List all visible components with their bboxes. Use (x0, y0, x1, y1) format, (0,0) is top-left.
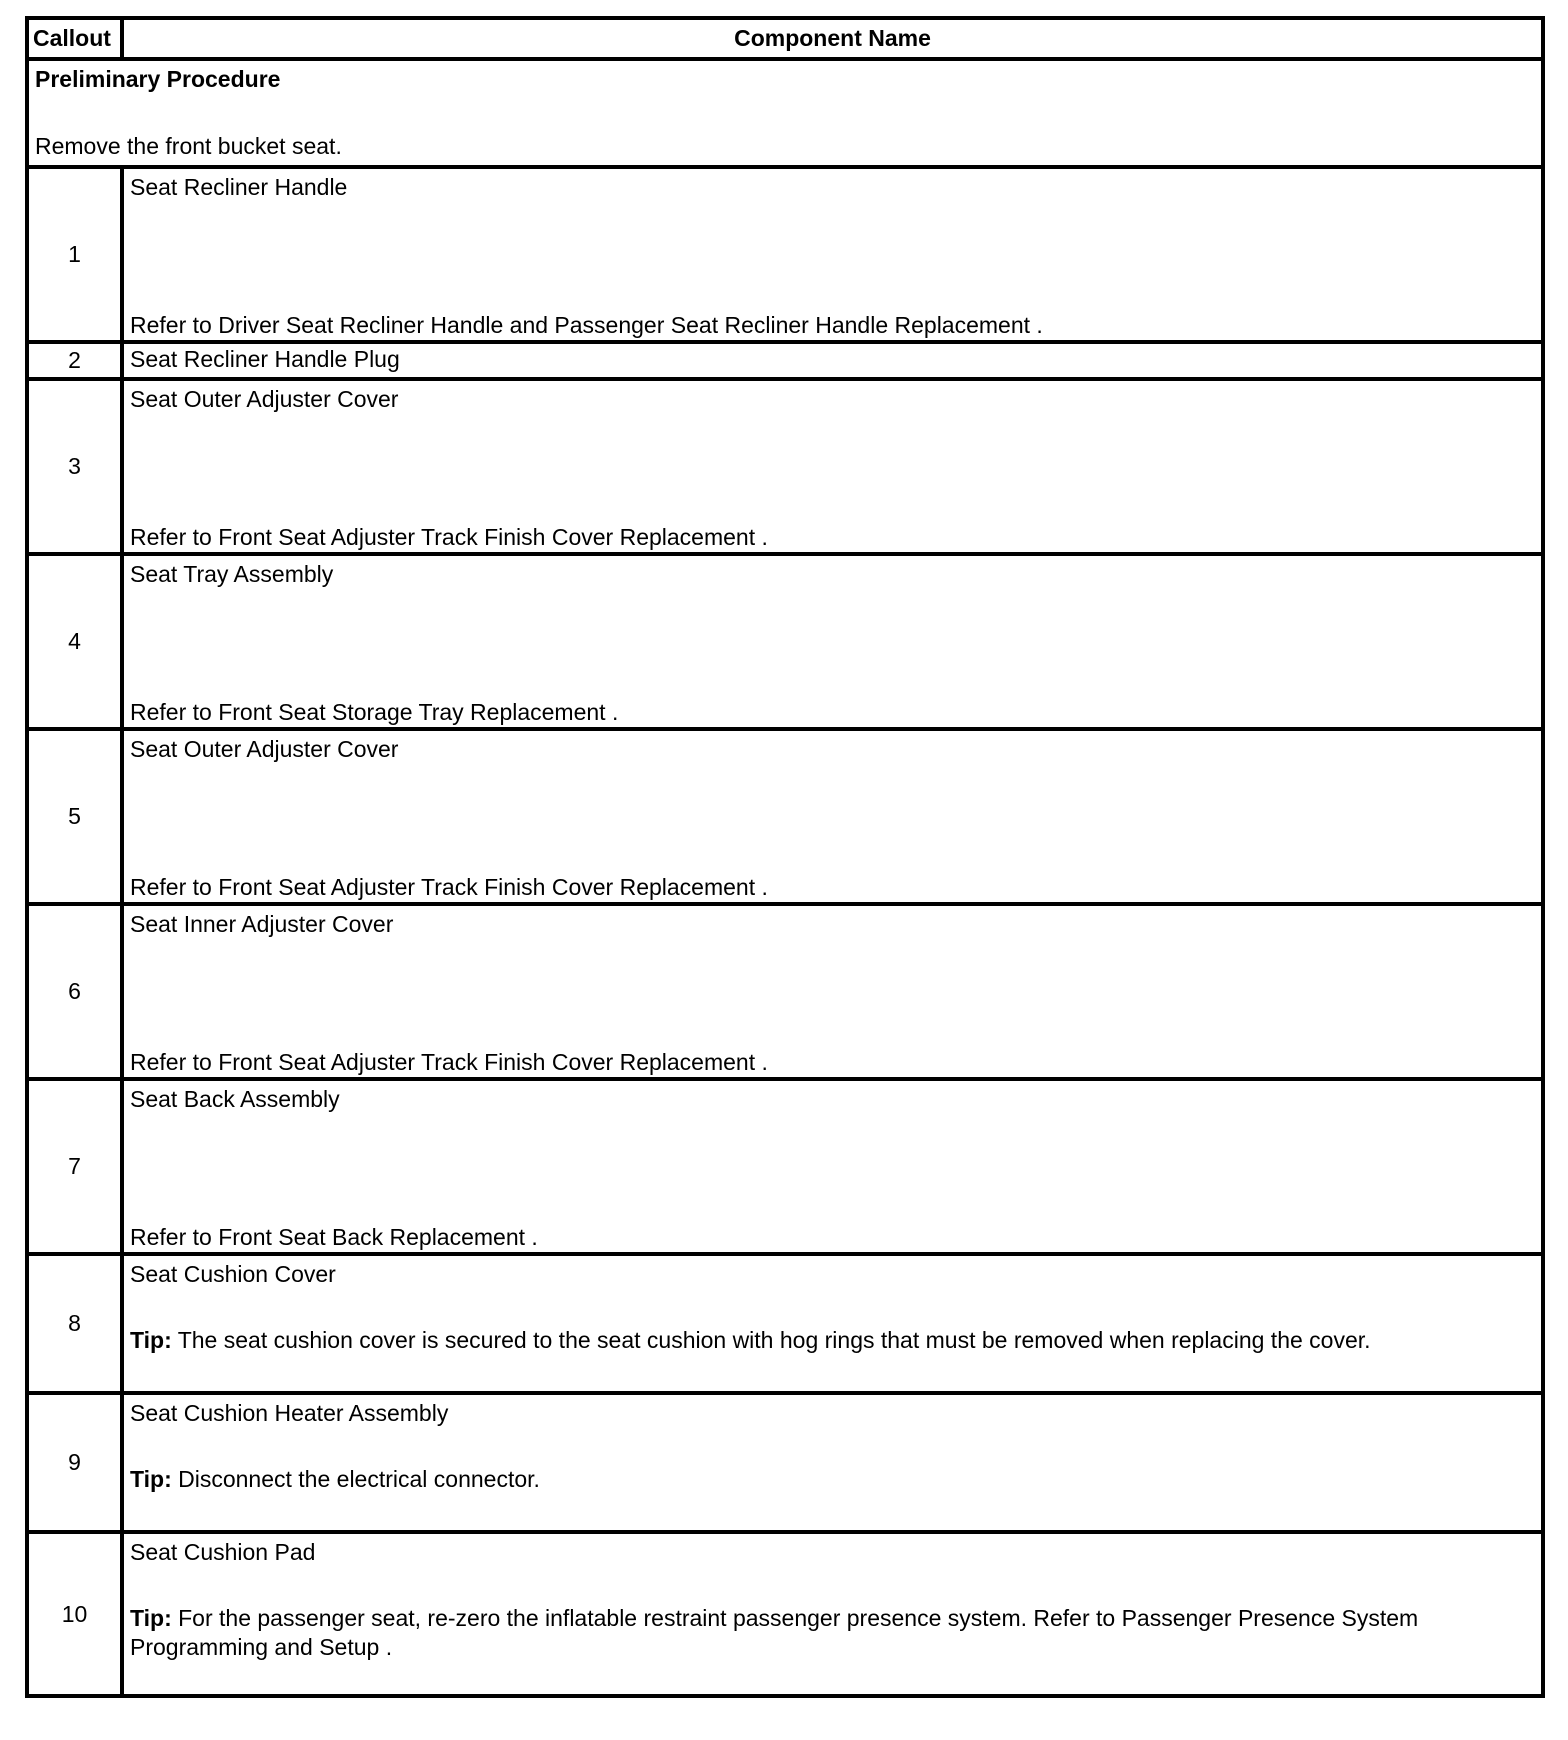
table-row (27, 167, 1543, 342)
replacement-reference-link[interactable]: Refer to Front Seat Back Replacement . (130, 1224, 538, 1250)
component-cell (122, 167, 1543, 342)
component-name: Seat Cushion Pad (130, 1539, 316, 1565)
component-name: Seat Outer Adjuster Cover (130, 386, 399, 412)
component-cell (122, 904, 1543, 1079)
replacement-reference-link[interactable]: Refer to Front Seat Adjuster Track Finish Cover Replacement . (130, 874, 768, 900)
callout-number: 4 (27, 554, 122, 729)
callout-number: 3 (27, 379, 122, 554)
component-column-header: Component Name (122, 18, 1543, 59)
component-cell (122, 1532, 1543, 1696)
preliminary-cell (27, 59, 1543, 167)
tip-label: Tip: (130, 1605, 172, 1631)
table-row (27, 342, 1543, 379)
component-cell (122, 342, 1543, 379)
tip-note (130, 1428, 1535, 1496)
tip-note (130, 1289, 1535, 1357)
tip-text: The seat cushion cover is secured to the seat cushion with hog rings that must be removed when replacing the cover. (171, 1327, 1371, 1353)
callout-number: 6 (27, 904, 122, 1079)
replacement-reference-link[interactable]: Refer to Driver Seat Recliner Handle and Passenger Seat Recliner Handle Replacement . (130, 312, 1043, 338)
preliminary-title: Preliminary Procedure (35, 66, 281, 92)
component-name: Seat Outer Adjuster Cover (130, 736, 399, 762)
callout-column-header: Callout (27, 18, 122, 59)
component-cell (122, 1254, 1543, 1393)
component-cell (122, 554, 1543, 729)
table-row (27, 1254, 1543, 1393)
component-name: Seat Cushion Cover (130, 1261, 336, 1287)
tip-text: For the passenger seat, re-zero the inflatable restraint passenger presence system. Refer to Passenger Presence System Programming and Setup . (130, 1605, 1419, 1660)
replacement-reference-link[interactable]: Refer to Front Seat Adjuster Track Finish Cover Replacement . (130, 1049, 768, 1075)
table-row (27, 904, 1543, 1079)
component-name: Seat Back Assembly (130, 1086, 340, 1112)
tip-label: Tip: (130, 1466, 172, 1492)
component-name: Seat Cushion Heater Assembly (130, 1400, 449, 1426)
component-cell (122, 1079, 1543, 1254)
component-name: Seat Recliner Handle Plug (130, 346, 400, 372)
component-cell (122, 729, 1543, 904)
component-cell (122, 379, 1543, 554)
callout-number: 5 (27, 729, 122, 904)
tip-note (130, 1567, 1535, 1664)
replacement-reference-link[interactable]: Refer to Front Seat Storage Tray Replacement . (130, 699, 619, 725)
callout-table (25, 16, 1545, 1698)
callout-number: 7 (27, 1079, 122, 1254)
preliminary-row (27, 59, 1543, 167)
component-name: Seat Tray Assembly (130, 561, 334, 587)
component-cell (122, 1393, 1543, 1532)
callout-number: 9 (27, 1393, 122, 1532)
component-name: Seat Recliner Handle (130, 174, 348, 200)
replacement-reference-link[interactable]: Refer to Front Seat Adjuster Track Finish Cover Replacement . (130, 524, 768, 550)
callout-number: 10 (27, 1532, 122, 1696)
component-name: Seat Inner Adjuster Cover (130, 911, 394, 937)
table-row (27, 1079, 1543, 1254)
callout-number: 8 (27, 1254, 122, 1393)
callout-number: 1 (27, 167, 122, 342)
tip-text: Disconnect the electrical connector. (171, 1466, 540, 1492)
header-row (27, 18, 1543, 59)
table-row (27, 1532, 1543, 1696)
tip-label: Tip: (130, 1327, 172, 1353)
table-row (27, 1393, 1543, 1532)
table-row (27, 554, 1543, 729)
callout-number: 2 (27, 342, 122, 379)
preliminary-text: Remove the front bucket seat. (35, 133, 342, 159)
table-row (27, 729, 1543, 904)
table-row (27, 379, 1543, 554)
